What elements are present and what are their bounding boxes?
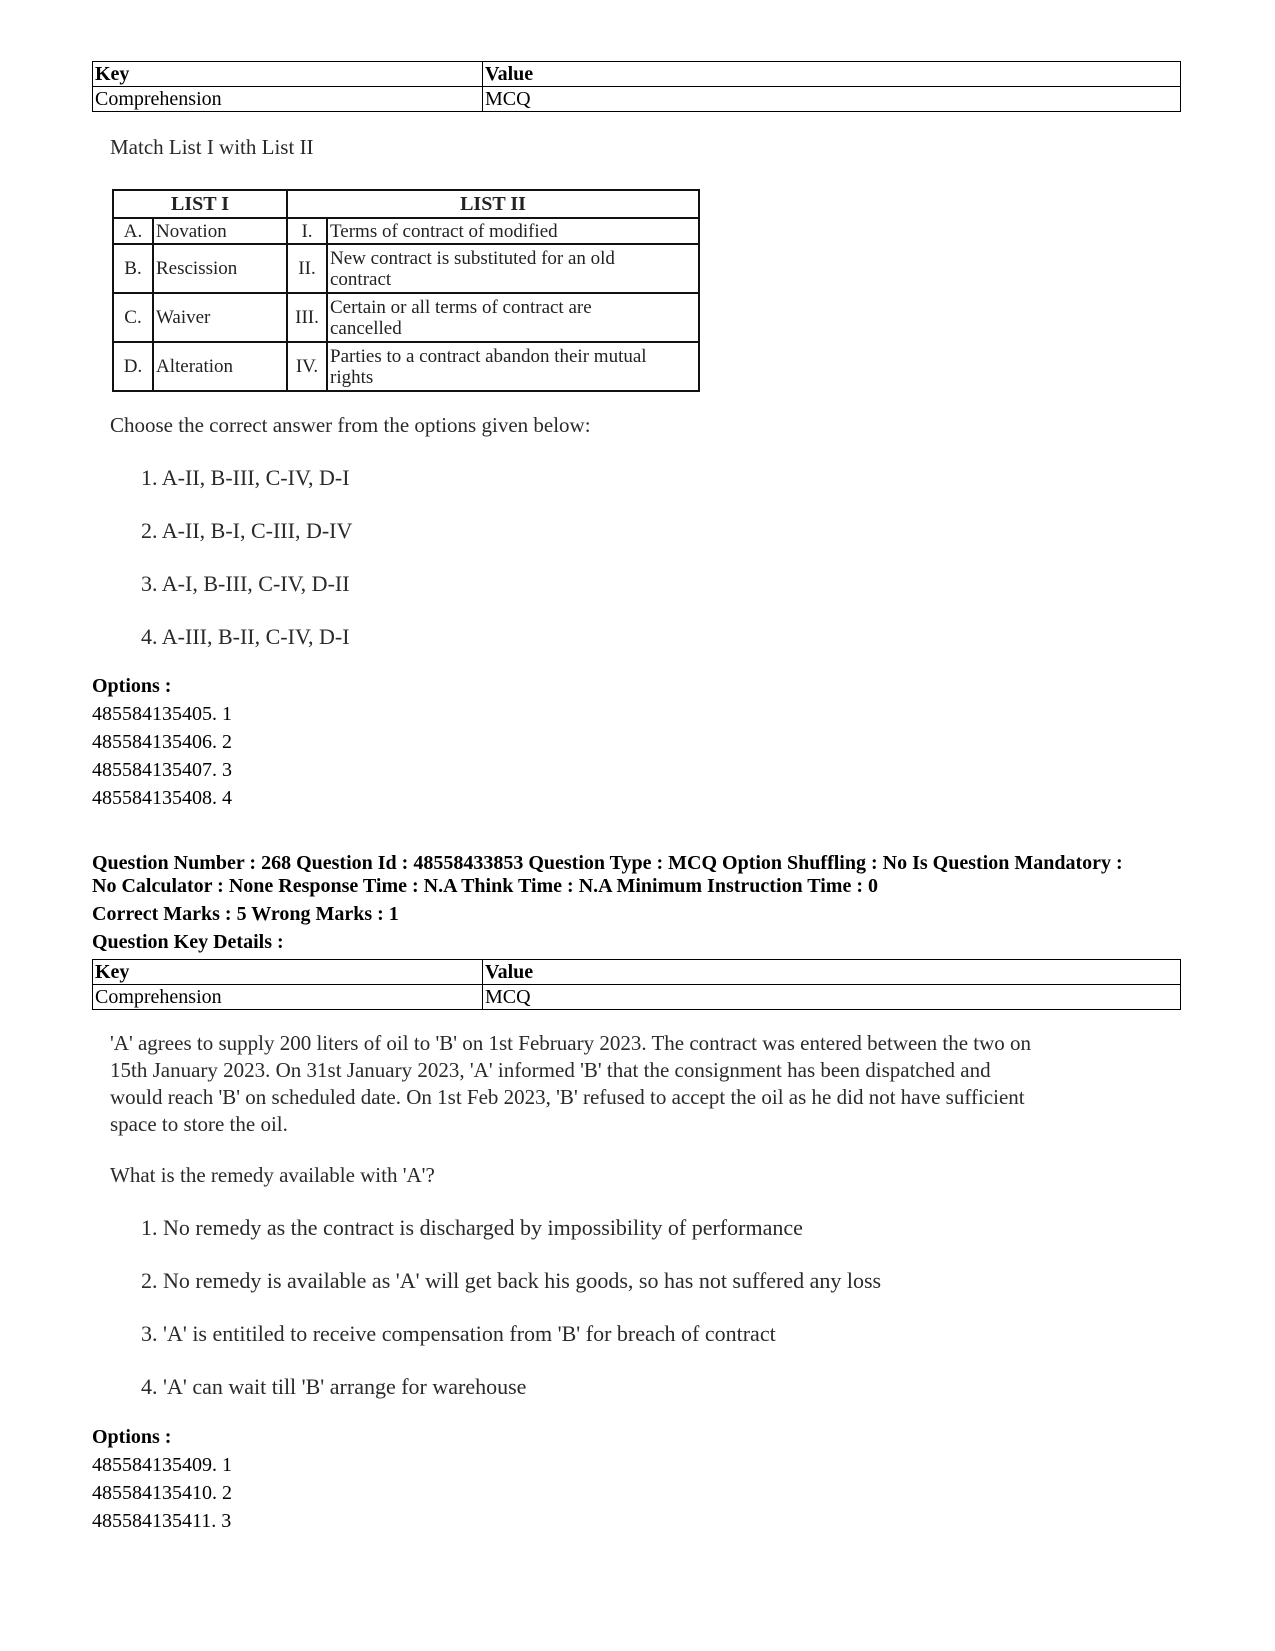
row-term: Waiver — [153, 293, 287, 342]
question-instruction: Choose the correct answer from the options given below: — [110, 413, 591, 437]
choice-item: 3. A-I, B-III, C-IV, D-II — [141, 571, 350, 596]
desc-line: Certain or all terms of contract are — [330, 296, 592, 318]
option-item: 485584135411. 3 — [92, 1510, 232, 1532]
row-term: Rescission — [153, 244, 287, 293]
desc-line: New contract is substituted for an old — [330, 247, 615, 269]
row-desc — [327, 342, 699, 391]
value-cell: MCQ — [483, 985, 1181, 1010]
desc-line: cancelled — [330, 317, 402, 339]
value-header: Value — [483, 960, 1181, 985]
row-letter: D. — [113, 342, 153, 391]
key-header: Key — [93, 62, 483, 87]
row-roman: II. — [287, 244, 327, 293]
desc-line: contract — [330, 268, 392, 290]
table-header-row — [93, 960, 1181, 985]
passage-line: space to store the oil. — [110, 1112, 288, 1136]
row-roman: III. — [287, 293, 327, 342]
row-roman: I. — [287, 218, 327, 244]
passage-line: 15th January 2023. On 31st January 2023, 'A' informed 'B' that the consignment has been dispatched and — [110, 1058, 991, 1082]
table-row — [93, 985, 1181, 1010]
list-2-header: LIST II — [287, 190, 699, 218]
key-header: Key — [93, 960, 483, 985]
choice-item: 1. No remedy as the contract is discharged by impossibility of performance — [141, 1215, 803, 1240]
question-key-table-1 — [92, 61, 1181, 112]
table-row — [93, 87, 1181, 112]
choice-item: 4. 'A' can wait till 'B' arrange for warehouse — [141, 1374, 527, 1399]
row-letter: A. — [113, 218, 153, 244]
option-item: 485584135405. 1 — [92, 703, 232, 725]
option-item: 485584135409. 1 — [92, 1454, 232, 1476]
row-roman: IV. — [287, 342, 327, 391]
value-header: Value — [483, 62, 1181, 87]
option-item: 485584135410. 2 — [92, 1482, 232, 1504]
list-1-header: LIST I — [113, 190, 287, 218]
table-row — [113, 244, 699, 293]
question-text: What is the remedy available with 'A'? — [110, 1163, 435, 1187]
row-desc — [327, 218, 699, 244]
option-item: 485584135408. 4 — [92, 787, 232, 809]
row-term: Novation — [153, 218, 287, 244]
marks-line: Correct Marks : 5 Wrong Marks : 1 — [92, 903, 399, 925]
option-item: 485584135407. 3 — [92, 759, 232, 781]
table-header-row — [93, 62, 1181, 87]
choice-item: 2. No remedy is available as 'A' will get back his goods, so has not suffered any loss — [141, 1268, 882, 1293]
row-desc — [327, 244, 699, 293]
choice-item: 1. A-II, B-III, C-IV, D-I — [141, 465, 350, 490]
passage-line: would reach 'B' on scheduled date. On 1st Feb 2023, 'B' refused to accept the oil as he did not have sufficient — [110, 1085, 1025, 1109]
question-key-table-2 — [92, 959, 1181, 1010]
table-row — [113, 218, 699, 244]
desc-line: rights — [330, 366, 374, 388]
row-desc — [327, 293, 699, 342]
key-cell: Comprehension — [93, 985, 483, 1010]
row-letter: C. — [113, 293, 153, 342]
option-item: 485584135406. 2 — [92, 731, 232, 753]
options-label: Options : — [92, 675, 172, 697]
choice-item: 3. 'A' is entitiled to receive compensation from 'B' for breach of contract — [141, 1321, 776, 1346]
table-row — [113, 342, 699, 391]
key-cell: Comprehension — [93, 87, 483, 112]
choice-item: 4. A-III, B-II, C-IV, D-I — [141, 624, 350, 649]
match-list-table — [112, 189, 700, 392]
row-letter: B. — [113, 244, 153, 293]
question-meta-line-2: No Calculator : None Response Time : N.A Think Time : N.A Minimum Instruction Time : 0 — [92, 875, 878, 897]
question-prompt: Match List I with List II — [110, 135, 314, 159]
question-meta-line-1: Question Number : 268 Question Id : 48558433853 Question Type : MCQ Option Shuffling : No Is Question Mandatory : — [92, 852, 1123, 874]
row-term: Alteration — [153, 342, 287, 391]
table-row — [113, 293, 699, 342]
desc-line: Terms of contract of modified — [330, 220, 558, 242]
key-details-label: Question Key Details : — [92, 931, 284, 953]
options-label: Options : — [92, 1426, 172, 1448]
choice-item: 2. A-II, B-I, C-III, D-IV — [141, 518, 353, 543]
passage-line: 'A' agrees to supply 200 liters of oil to 'B' on 1st February 2023. The contract was entered between the two on — [110, 1031, 1032, 1055]
value-cell: MCQ — [483, 87, 1181, 112]
desc-line: Parties to a contract abandon their mutual — [330, 345, 647, 367]
